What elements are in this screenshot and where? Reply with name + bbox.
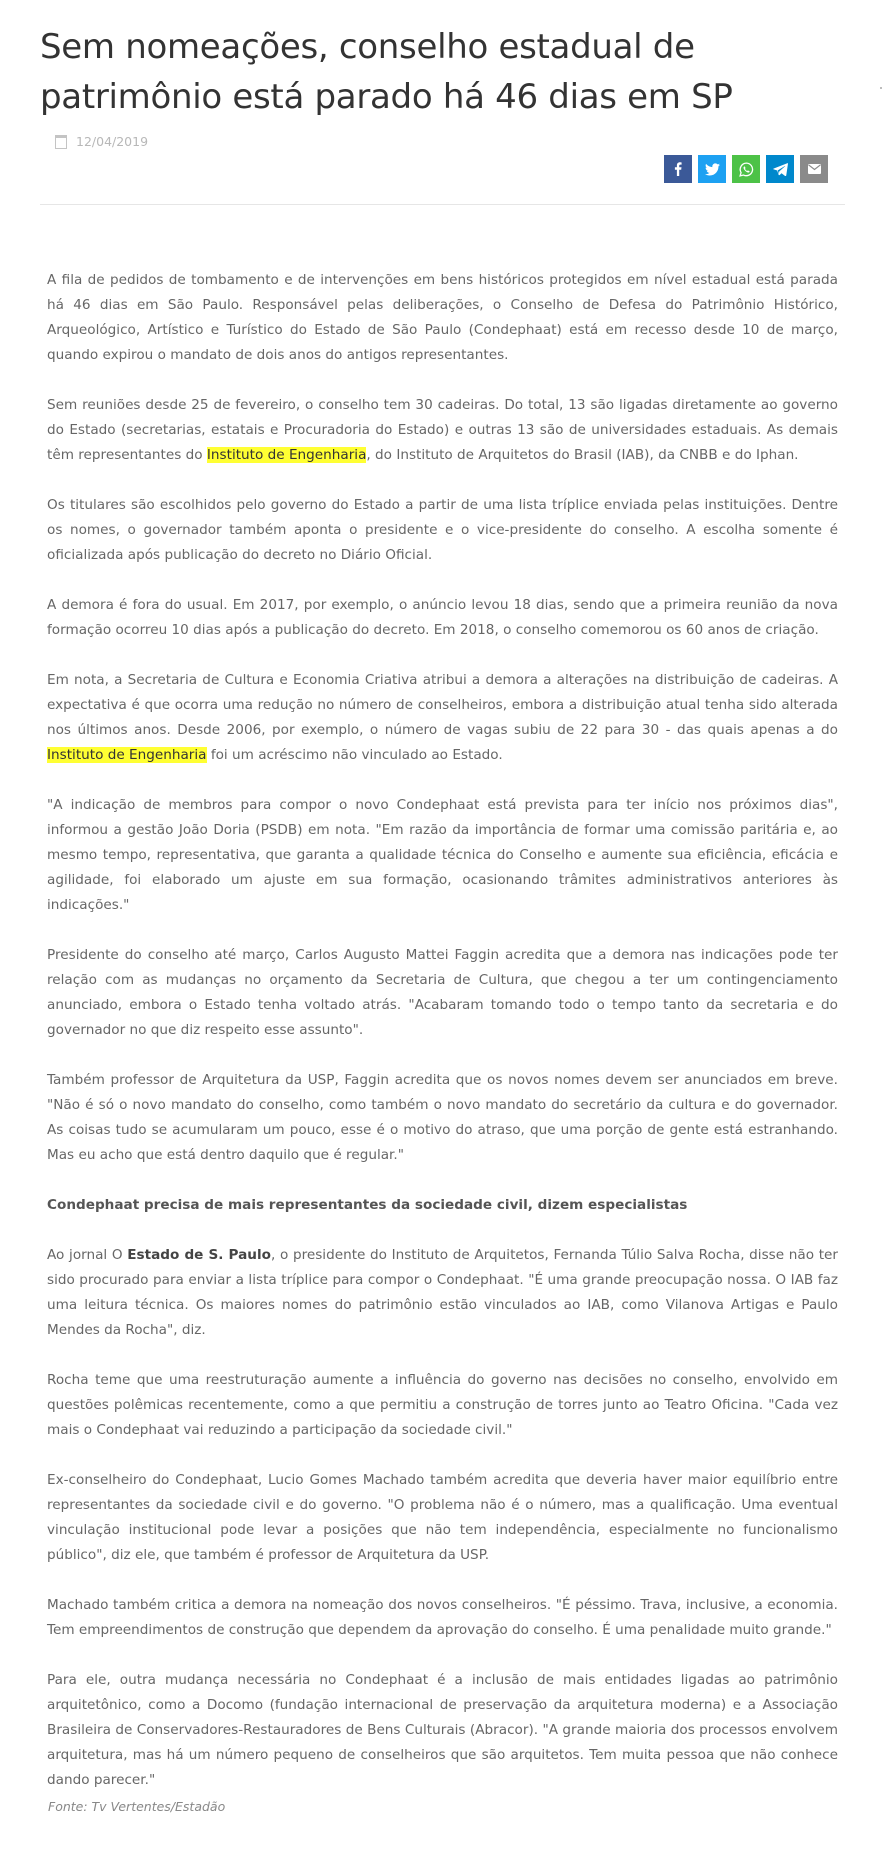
article-meta (40, 122, 845, 205)
page-title: Sem nomeações, conselho estadual de patrimônio está parado há 46 dias em SP (40, 27, 733, 117)
paragraph: Ex-conselheiro do Condephaat, Lucio Gomes Machado também acredita que deveria haver maior equilíbrio entre representantes da sociedade civil e do governo. "O problema não é o número, mas a qualificação. Uma eventual vinculação institucional pode levar a posições que não tem independência, especialmente no funcionalismo público", diz ele, que também é professor de Arquitetura da USP. (47, 1472, 838, 1563)
email-icon (808, 164, 821, 174)
whatsapp-icon (739, 162, 754, 177)
paragraph: A demora é fora do usual. Em 2017, por exemplo, o anúncio levou 18 dias, sendo que a primeira reunião da nova formação ocorreu 10 dias após a publicação do decreto. Em 2018, o conselho comemorou os 60 anos de criação. (47, 597, 838, 638)
whatsapp-share-button[interactable] (732, 155, 760, 183)
decorative-dot (880, 87, 882, 89)
highlighted-link[interactable]: Instituto de Engenharia (47, 747, 207, 763)
article (40, 0, 845, 1818)
paragraph: Ao jornal O Estado de S. Paulo, o presidente do Instituto de Arquitetos, Fernanda Túlio Salva Rocha, disse não ter sido procurado para enviar a lista tríplice para compor o Condephaat. "É uma grande preocupação nossa. O IAB faz uma leitura técnica. Os maiores nomes do patrimônio estão vinculados ao IAB, como Vilanova Artigas e Paulo Mendes da Rocha", diz. (47, 1247, 838, 1338)
facebook-share-button[interactable] (664, 155, 692, 183)
paragraph: Presidente do conselho até março, Carlos Augusto Mattei Faggin acredita que a demora nas indicações pode ter relação com as mudanças no orçamento da Secretaria de Cultura, que chegou a ter um contingenciamento anunciado, embora o Estado tenha voltado atrás. "Acabaram tomando todo o tempo tanto da secretaria e do governador no que diz respeito esse assunto". (47, 947, 838, 1038)
bold-text: Estado de S. Paulo (127, 1247, 271, 1263)
telegram-icon (773, 163, 788, 176)
paragraph: Para ele, outra mudança necessária no Condephaat é a inclusão de mais entidades ligadas ao patrimônio arquitetônico, como a Docomo (fundação internacional de preservação da arquitetura moderna) e a Associação Brasileira de Conservadores-Restauradores de Bens Culturais (Abracor). "A grande maioria dos processos envolvem arquitetura, mas há um número pequeno de conselheiros que são arquitetos. Tem muita pessoa que não conhece dando parecer." (47, 1672, 838, 1788)
share-buttons (664, 155, 828, 183)
calendar-icon (55, 135, 67, 149)
paragraph: A fila de pedidos de tombamento e de intervenções em bens históricos protegidos em nível estadual está parada há 46 dias em São Paulo. Responsável pelas deliberações, o Conselho de Defesa do Patrimônio Histórico, Arqueológico, Artístico e Turístico do Estado de São Paulo (Condephaat) está em recesso desde 10 de março, quando expirou o mandato de dois anos do antigos representantes. (47, 272, 838, 363)
publish-date (55, 134, 148, 149)
paragraph: Rocha teme que uma reestruturação aumente a influência do governo nas decisões no conselho, envolvido em questões polêmicas recentemente, como a que permitiu a construção de torres junto ao Teatro Oficina. "Cada vez mais o Condephaat vai reduzindo a participação da sociedade civil." (47, 1372, 838, 1438)
paragraph: Sem reuniões desde 25 de fevereiro, o conselho tem 30 cadeiras. Do total, 13 são ligadas diretamente ao governo do Estado (secretarias, estatais e Procuradoria do Estado) e outras 13 são de universidades estaduais. As demais têm representantes do Instituto de Engenharia, do Instituto de Arquitetos do Brasil (IAB), da CNBB e do Iphan. (47, 397, 838, 463)
publish-date-text: 12/04/2019 (76, 134, 149, 149)
telegram-share-button[interactable] (766, 155, 794, 183)
paragraph: Machado também critica a demora na nomeação dos novos conselheiros. "É péssimo. Trava, inclusive, a economia. Tem empreendimentos de construção que dependem da aprovação do conselho. É uma penalidade muito grande." (47, 1597, 838, 1638)
email-share-button[interactable] (800, 155, 828, 183)
paragraph: Em nota, a Secretaria de Cultura e Economia Criativa atribui a demora a alterações na distribuição de cadeiras. A expectativa é que ocorra uma redução no número de conselheiros, embora a distribuição atual tenha sido alterada nos últimos anos. Desde 2006, por exemplo, o número de vagas subiu de 22 para 30 - das quais apenas a do Instituto de Engenharia foi um acréscimo não vinculado ao Estado. (47, 672, 838, 763)
twitter-icon (705, 163, 720, 176)
facebook-icon (671, 162, 685, 176)
twitter-share-button[interactable] (698, 155, 726, 183)
highlighted-link[interactable]: Instituto de Engenharia (206, 447, 367, 463)
paragraph: Também professor de Arquitetura da USP, Faggin acredita que os novos nomes devem ser anunciados em breve. "Não é só o novo mandato do conselho, como também o novo mandato do secretário da cultura e do governador. As coisas tudo se acumularam um pouco, esse é o motivo do atraso, que uma porção de gente está estranhando. Mas eu acho que está dentro daquilo que é regular." (47, 1072, 838, 1163)
paragraph: Os titulares são escolhidos pelo governo do Estado a partir de uma lista tríplice enviada pelas instituições. Dentre os nomes, o governador também aponta o presidente e o vice-presidente do conselho. A escolha somente é oficializada após publicação do decreto no Diário Oficial. (47, 497, 838, 563)
article-source: Fonte: Tv Vertentes/Estadão (48, 1799, 226, 1814)
paragraph: "A indicação de membros para compor o novo Condephaat está prevista para ter início nos próximos dias", informou a gestão João Doria (PSDB) em nota. "Em razão da importância de formar uma comissão paritária e, ao mesmo tempo, representativa, que garanta a qualidade técnica do Conselho e aumente sua eficiência, eficácia e agilidade, foi elaborado um ajuste em sua formação, ocasionando trâmites administrativos anteriores às indicações." (47, 797, 838, 913)
article-body (40, 205, 845, 1793)
section-heading: Condephaat precisa de mais representantes da sociedade civil, dizem especialistas (47, 1197, 688, 1213)
